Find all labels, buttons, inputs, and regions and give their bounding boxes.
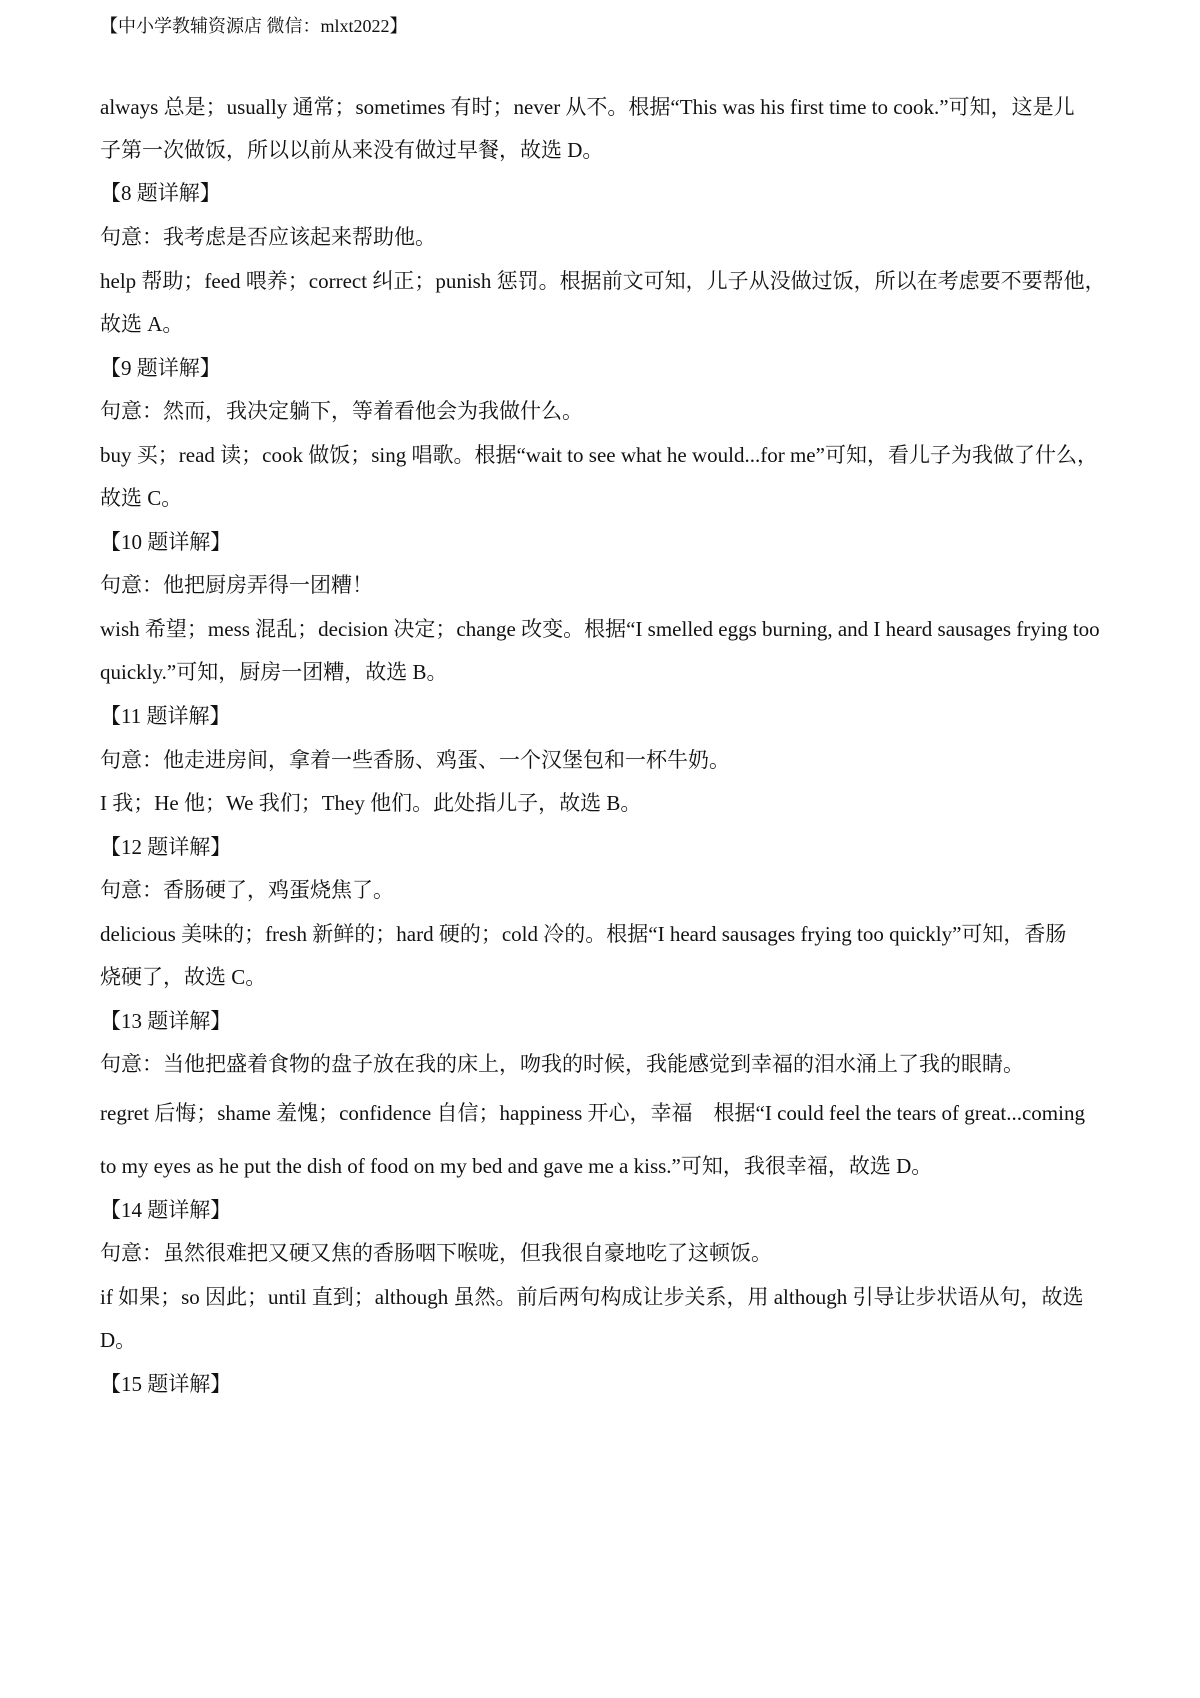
paragraph-line: 烧硬了，故选 C。 (100, 965, 267, 989)
paragraph-line: 故选 A。 (100, 312, 184, 336)
section-heading: 【14 题详解】 (100, 1198, 232, 1222)
sentence-meaning: 句意：我考虑是否应该起来帮助他。 (100, 225, 436, 249)
section-heading: 【9 题详解】 (100, 356, 221, 380)
sentence-meaning: 句意：他把厨房弄得一团糟！ (100, 573, 373, 597)
section-heading: 【15 题详解】 (100, 1372, 232, 1396)
sentence-meaning: 句意：他走进房间，拿着一些香肠、鸡蛋、一个汉堡包和一杯牛奶。 (100, 748, 730, 772)
paragraph-line: regret 后悔；shame 羞愧；confidence 自信；happiness 开心，幸福 根据“I could feel the tears of great...coming (100, 1101, 1085, 1125)
section-heading: 【13 题详解】 (100, 1009, 232, 1033)
paragraph-line: always 总是；usually 通常；sometimes 有时；never 从不。根据“This was his first time to cook.”可知，这是儿 (100, 95, 1075, 119)
paragraph-line: buy 买；read 读；cook 做饭；sing 唱歌。根据“wait to see what he would...for me”可知，看儿子为我做了什么， (100, 443, 1098, 467)
sentence-meaning: 句意：当他把盛着食物的盘子放在我的床上，吻我的时候，我能感觉到幸福的泪水涌上了我的眼睛。 (100, 1052, 1024, 1076)
paragraph-line: 子第一次做饭，所以以前从来没有做过早餐，故选 D。 (100, 138, 604, 162)
section-heading: 【12 题详解】 (100, 835, 232, 859)
page-header: 【中小学教辅资源店 微信：mlxt2022】 (100, 16, 408, 36)
paragraph-line: D。 (100, 1328, 137, 1352)
sentence-meaning: 句意：虽然很难把又硬又焦的香肠咽下喉咙，但我很自豪地吃了这顿饭。 (100, 1241, 772, 1265)
sentence-meaning: 句意：香肠硬了，鸡蛋烧焦了。 (100, 878, 394, 902)
paragraph-line: to my eyes as he put the dish of food on my bed and gave me a kiss.”可知，我很幸福，故选 D。 (100, 1154, 933, 1178)
paragraph-line: I 我；He 他；We 我们；They 他们。此处指儿子，故选 B。 (100, 791, 642, 815)
section-heading: 【11 题详解】 (100, 704, 231, 728)
paragraph-line: 故选 C。 (100, 486, 183, 510)
section-heading: 【10 题详解】 (100, 530, 232, 554)
paragraph-line: quickly.”可知，厨房一团糟，故选 B。 (100, 660, 448, 684)
section-heading: 【8 题详解】 (100, 181, 221, 205)
paragraph-line: wish 希望；mess 混乱；decision 决定；change 改变。根据“I smelled eggs burning, and I heard sausages frying too (100, 617, 1100, 641)
paragraph-line: help 帮助；feed 喂养；correct 纠正；punish 惩罚。根据前文可知，儿子从没做过饭，所以在考虑要不要帮他， (100, 269, 1106, 293)
paragraph-line: if 如果；so 因此；until 直到；although 虽然。前后两句构成让步关系，用 although 引导让步状语从句，故选 (100, 1285, 1084, 1309)
paragraph-line: delicious 美味的；fresh 新鲜的；hard 硬的；cold 冷的。根据“I heard sausages frying too quickly”可知，香肠 (100, 922, 1067, 946)
sentence-meaning: 句意：然而，我决定躺下，等着看他会为我做什么。 (100, 399, 583, 423)
